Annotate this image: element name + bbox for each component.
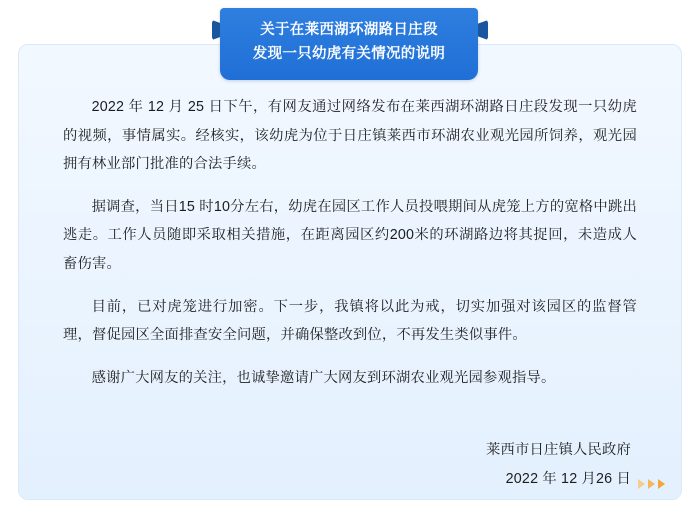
paragraph-2: 据调查，当日15 时10分左右，幼虎在园区工作人员投喂期间从虎笼上方的宽格中跳出逃走。工作人员随即采取相关措施，在距离园区约200米的环湖路边将其捉回，未造成人畜伤害。: [63, 198, 637, 272]
title-banner: [220, 8, 478, 80]
paragraph-3: 目前，已对虎笼进行加密。下一步，我镇将以此为戒，切实加强对该园区的监督管理，督促园区全面排查安全问题，并确保整改到位，不再发生类似事件。: [63, 298, 637, 344]
arrow-icon-2: [648, 479, 655, 489]
signature-organization: 莱西市日庄镇人民政府: [486, 442, 631, 459]
arrow-icon-3: [638, 479, 645, 489]
signature-block: [63, 436, 637, 493]
paragraph-4: 感谢广大网友的关注，也诚挚邀请广大网友到环湖农业观光园参观指导。: [91, 369, 556, 386]
title-line-1: 关于在莱西湖环湖路日庄段: [260, 22, 438, 38]
paragraph-1: 2022 年 12 月 25 日下午，有网友通过网络发布在莱西湖环湖路日庄段发现一只幼虎的视频，事情属实。经核实，该幼虎为位于日庄镇莱西市环湖农业观光园所饲养，观光园拥有林业部门批准的合法手续。: [63, 99, 637, 173]
signature-date: 2022 年 12 月26 日: [505, 470, 631, 487]
banner-notch-right: [478, 20, 488, 40]
announcement-body: [19, 45, 681, 499]
announcement-card: [18, 44, 682, 500]
arrow-decoration: [638, 479, 665, 489]
title-line-2: 发现一只幼虎有关情况的说明: [252, 45, 446, 62]
arrow-icon-1: [658, 479, 665, 489]
